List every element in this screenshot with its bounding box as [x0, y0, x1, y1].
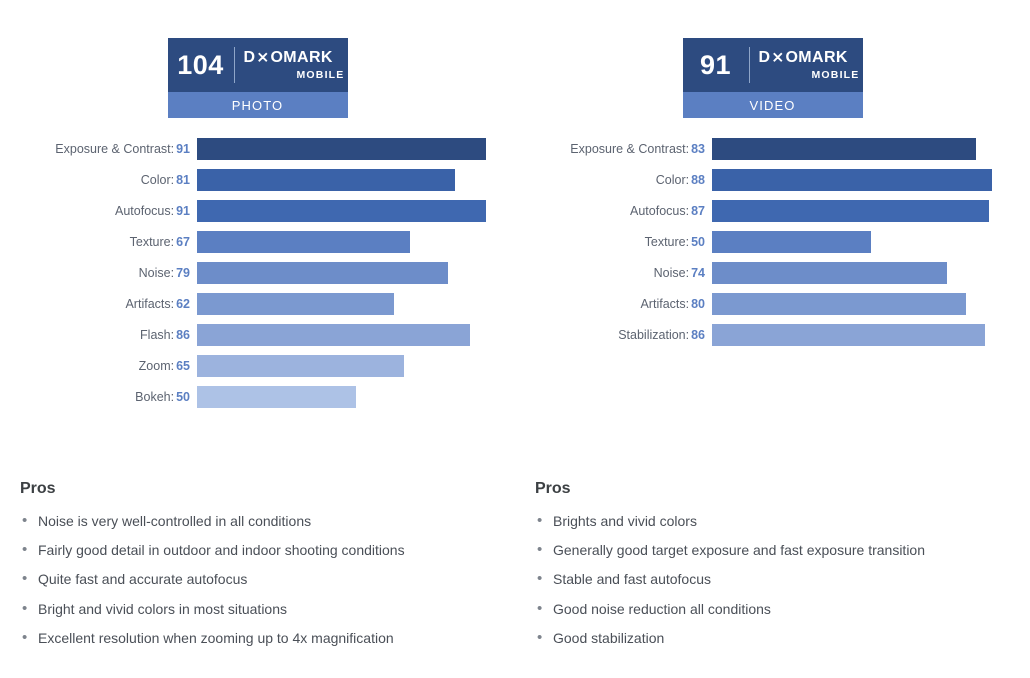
- bar-fill: [712, 262, 947, 284]
- photo-pros-block: [0, 470, 515, 658]
- bar-value: 83: [691, 142, 705, 156]
- bar-label: [20, 235, 197, 249]
- bar-value: 65: [176, 359, 190, 373]
- bar-fill: [197, 200, 486, 222]
- bar-track: [197, 169, 515, 191]
- bar-fill: [712, 200, 989, 222]
- video-badge-wrap: [515, 0, 1030, 118]
- bar-track: [712, 293, 1030, 315]
- photo-badge-top: [168, 38, 348, 92]
- bar-category-name: Zoom:: [138, 359, 175, 373]
- bar-fill: [712, 293, 966, 315]
- bar-category-name: Noise:: [653, 266, 690, 280]
- bar-track: [712, 262, 1030, 284]
- bar-track: [712, 200, 1030, 222]
- bar-row: [20, 355, 515, 377]
- bar-track: [197, 138, 515, 160]
- bar-row: [535, 262, 1030, 284]
- video-panel: [515, 0, 1030, 646]
- bar-track: [197, 324, 515, 346]
- bar-row: [20, 200, 515, 222]
- bar-fill: [197, 386, 356, 408]
- photo-pros-list: [20, 512, 515, 647]
- bar-label: [20, 204, 197, 218]
- list-item: • Quite fast and accurate autofocus: [20, 570, 515, 588]
- bar-category-name: Exposure & Contrast:: [570, 142, 690, 156]
- logo-omark: OMARK: [270, 48, 333, 66]
- video-overall-score: 91: [699, 49, 732, 80]
- bar-category-name: Bokeh:: [135, 390, 175, 404]
- logo-subtitle: MOBILE: [811, 68, 860, 81]
- list-item: • Brights and vivid colors: [535, 512, 1030, 530]
- bar-track: [712, 169, 1030, 191]
- bar-row: [535, 293, 1030, 315]
- photo-overall-score: 104: [177, 49, 224, 80]
- bar-value: 74: [691, 266, 705, 280]
- bar-track: [197, 262, 515, 284]
- bar-track: [197, 200, 515, 222]
- bar-label: [20, 266, 197, 280]
- dxomark-wordmark: [759, 50, 863, 66]
- bar-label: [20, 173, 197, 187]
- photo-panel: [0, 0, 515, 646]
- bar-category-name: Exposure & Contrast:: [55, 142, 175, 156]
- video-bars: [515, 138, 1030, 346]
- bar-row: [20, 138, 515, 160]
- video-pros-block: [515, 470, 1030, 658]
- bar-label: [535, 142, 712, 156]
- bar-row: [20, 169, 515, 191]
- bar-fill: [197, 324, 470, 346]
- photo-score-badge: [168, 38, 348, 118]
- bar-category-name: Flash:: [140, 328, 175, 342]
- logo-x-icon: ⨯: [256, 49, 270, 66]
- bar-value: 62: [176, 297, 190, 311]
- bar-label: [20, 328, 197, 342]
- dxomark-logo: [235, 38, 348, 92]
- bar-row: [535, 200, 1030, 222]
- bar-value: 80: [691, 297, 705, 311]
- bar-value: 67: [176, 235, 190, 249]
- bar-row: [535, 138, 1030, 160]
- photo-badge-wrap: [0, 0, 515, 118]
- bar-fill: [712, 169, 992, 191]
- bar-fill: [712, 324, 985, 346]
- logo-omark: OMARK: [785, 48, 848, 66]
- video-badge-top: [683, 38, 863, 92]
- bar-label: [20, 390, 197, 404]
- bar-fill: [197, 355, 404, 377]
- bar-fill: [197, 138, 486, 160]
- photo-bars: [0, 138, 515, 408]
- bar-track: [197, 355, 515, 377]
- bar-fill: [712, 138, 976, 160]
- photo-category-label: PHOTO: [168, 92, 348, 118]
- bar-category-name: Color:: [140, 173, 175, 187]
- logo-d: D: [243, 48, 256, 66]
- logo-x-icon: ⨯: [771, 49, 785, 66]
- bar-track: [712, 324, 1030, 346]
- bar-category-name: Autofocus:: [115, 204, 175, 218]
- list-item: • Bright and vivid colors in most situations: [20, 600, 515, 618]
- bar-label: [535, 204, 712, 218]
- bar-row: [20, 231, 515, 253]
- photo-pros: [0, 470, 515, 647]
- bar-label: [20, 359, 197, 373]
- video-score-badge: [683, 38, 863, 118]
- bar-value: 50: [176, 390, 190, 404]
- bar-label: [535, 235, 712, 249]
- dxomark-wordmark: [244, 50, 348, 66]
- bar-category-name: Stabilization:: [618, 328, 690, 342]
- bar-label: [20, 297, 197, 311]
- bar-label: [535, 297, 712, 311]
- video-pros-title: Pros: [535, 480, 571, 497]
- bar-fill: [712, 231, 871, 253]
- photo-pros-title: Pros: [20, 480, 56, 497]
- list-item: • Generally good target exposure and fast exposure transition: [535, 541, 1030, 559]
- bar-track: [197, 231, 515, 253]
- bar-fill: [197, 293, 394, 315]
- bar-row: [20, 262, 515, 284]
- list-item: • Good noise reduction all conditions: [535, 600, 1030, 618]
- bar-value: 88: [691, 173, 705, 187]
- bar-category-name: Artifacts:: [125, 297, 175, 311]
- bar-category-name: Autofocus:: [630, 204, 690, 218]
- bar-value: 79: [176, 266, 190, 280]
- bar-row: [535, 324, 1030, 346]
- bar-row: [20, 386, 515, 408]
- video-pros: [515, 470, 1030, 647]
- bar-label: [535, 173, 712, 187]
- bar-fill: [197, 262, 448, 284]
- bar-track: [197, 293, 515, 315]
- bar-fill: [197, 169, 455, 191]
- bar-category-name: Artifacts:: [640, 297, 690, 311]
- list-item: • Stable and fast autofocus: [535, 570, 1030, 588]
- bar-value: 86: [691, 328, 705, 342]
- list-item: • Excellent resolution when zooming up to 4x magnification: [20, 629, 515, 647]
- bar-row: [535, 231, 1030, 253]
- bar-row: [20, 293, 515, 315]
- bar-label: [535, 328, 712, 342]
- video-category-label: VIDEO: [683, 92, 863, 118]
- bar-row: [20, 324, 515, 346]
- bar-category-name: Texture:: [129, 235, 175, 249]
- bar-value: 86: [176, 328, 190, 342]
- logo-subtitle: MOBILE: [296, 68, 345, 81]
- bar-label: [535, 266, 712, 280]
- logo-d: D: [758, 48, 771, 66]
- bar-value: 81: [176, 173, 190, 187]
- bar-value: 91: [176, 142, 190, 156]
- bar-value: 91: [176, 204, 190, 218]
- bar-track: [197, 386, 515, 408]
- list-item: • Noise is very well-controlled in all conditions: [20, 512, 515, 530]
- bar-label: [20, 142, 197, 156]
- bar-track: [712, 138, 1030, 160]
- list-item: • Good stabilization: [535, 629, 1030, 647]
- bar-category-name: Noise:: [138, 266, 175, 280]
- bar-row: [535, 169, 1030, 191]
- dxomark-logo: [750, 38, 863, 92]
- bar-fill: [197, 231, 410, 253]
- bar-value: 50: [691, 235, 705, 249]
- bar-track: [712, 231, 1030, 253]
- bar-category-name: Color:: [655, 173, 690, 187]
- video-pros-list: [535, 512, 1030, 647]
- list-item: • Fairly good detail in outdoor and indoor shooting conditions: [20, 541, 515, 559]
- bar-value: 87: [691, 204, 705, 218]
- bar-category-name: Texture:: [644, 235, 690, 249]
